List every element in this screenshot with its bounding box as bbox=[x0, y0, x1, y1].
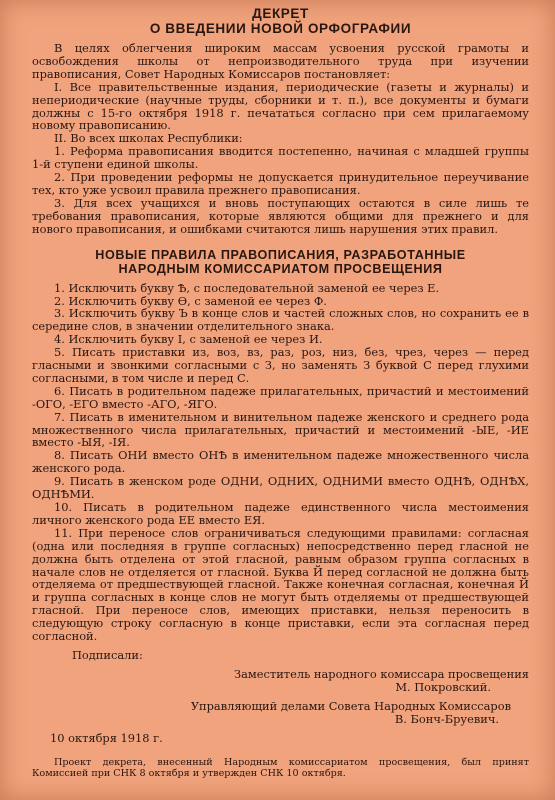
point-2-item-2: 2. При проведении реформы не допускается принудительное переучивание тех, кто уже усвоил правила прежнего правописания. bbox=[32, 170, 529, 197]
document-content bbox=[32, 6, 529, 796]
point-2-item-1: 1. Реформа правописания вводится постепенно, начиная с младшей группы 1-й ступени единой школы. bbox=[32, 144, 529, 172]
rule-4: 4. Исключить букву I, с заменой ее через И. bbox=[54, 332, 323, 347]
rule-6: 6. Писать в родительном падеже прилагательных, причастий и местоимений -ОГО, -ЕГО вместо -АГО, -ЯГО. bbox=[32, 383, 529, 411]
rule-3: 3. Исключить букву Ъ в конце слов и частей сложных слов, но сохранить ее в середине слов, в значении отделительного знака. bbox=[32, 306, 529, 334]
document-title-line2: О ВВЕДЕНИИ НОВОЙ ОРФОГРАФИИ bbox=[149, 21, 412, 36]
signatory-1-name: М. Покровский. bbox=[395, 679, 491, 694]
rule-9: 9. Писать в женском роде ОДНИ, ОДНИХ, ОДНИМИ вместо ОДНѢ, ОДНѢХ, ОДНѢМИ. bbox=[32, 474, 529, 502]
point-1-paragraph: I. Все правительственные издания, периодические (газеты и журналы) и непериодические (научные труды, сборники и т. п.), все документы и бумаги должны с 15-го октября 1918 г. печататься согласно при сем прилагаемому новому правописанию. bbox=[32, 79, 529, 133]
signatory-1-title: Заместитель народного комиссара просвещения bbox=[234, 666, 529, 681]
rule-1: 1. Исключить букву Ѣ, с последовательной заменой ее через Е. bbox=[54, 280, 440, 295]
rule-11: 11. При переносе слов ограничиваться следующими правилами: согласная (одна или последняя в группе согласных) непосредственно перед гласной не должна быть отделена от этой гласной, равным образом группа согласных в начале слов не отделяется от гласной. Буква Й перед согласной не должна быть отделяема от предшествующей гласной. Также конечная согласная, конечная Й и группа согласных в конце слов не могут быть отделяемы от предшествующей гласной. При переносе слов, имеющих приставки, нельзя переносить в следующую строку согласную в конце приставки, если эта согласная перед согласной. bbox=[32, 525, 529, 644]
rule-5: 5. Писать приставки из, воз, вз, раз, роз, низ, без, чрез, через — перед гласными и звонкими согласными с З, но заменять З буквой С перед глухими согласными, в том числе и перед С. bbox=[32, 345, 529, 385]
rules-title-line2: НАРОДНЫМ КОМИССАРИАТОМ ПРОСВЕЩЕНИЯ bbox=[118, 261, 443, 276]
footnote: Проект декрета, внесенный Народным комиссариатом просвещения, был принят Комиссией при СНК 8 октября и утвержден СНК 10 октября. bbox=[32, 756, 529, 779]
signatory-2-title: Управляющий делами Совета Народных Комиссаров bbox=[190, 698, 511, 713]
rule-2: 2. Исключить букву Ѳ, с заменой ее через Ф. bbox=[54, 293, 327, 308]
rule-7: 7. Писать в именительном и винительном падеже женского и среднего рода множественного числа прилагательных, причастий и местоимений -ЫЕ, -ИЕ вместо -ЫЯ, -IЯ. bbox=[32, 409, 529, 450]
point-2-item-3: 3. Для всех учащихся и вновь поступающих остаются в силе лишь те требования правописания, которые являются общими для прежнего и для нового правописания, и ошибками считаются лишь нарушения этих правил. bbox=[32, 195, 529, 236]
signatory-2-name: В. Бонч-Бруевич. bbox=[394, 711, 499, 726]
rule-8: 8. Писать ОНИ вместо ОНѢ в именительном падеже множественного числа женского рода. bbox=[32, 448, 529, 476]
document-date: 10 октября 1918 г. bbox=[50, 730, 163, 745]
preamble-paragraph: В целях облегчения широким массам усвоения русской грамоты и освобождения школы от непроизводительного труда при изучении правописания, Совет Народных Комиссаров постановляет: bbox=[32, 41, 529, 81]
document-title-line1: ДЕКРЕТ bbox=[252, 6, 309, 21]
point-2-heading: II. Во всех школах Республики: bbox=[54, 131, 243, 146]
rules-title-line1: НОВЫЕ ПРАВИЛА ПРАВОПИСАНИЯ, РАЗРАБОТАННЫЕ bbox=[95, 247, 466, 262]
rule-10: 10. Писать в родительном падеже единственного числа местоимения личного женского рода ЕЕ вместо ЕЯ. bbox=[32, 500, 529, 527]
signed-label: Подписали: bbox=[72, 647, 143, 662]
